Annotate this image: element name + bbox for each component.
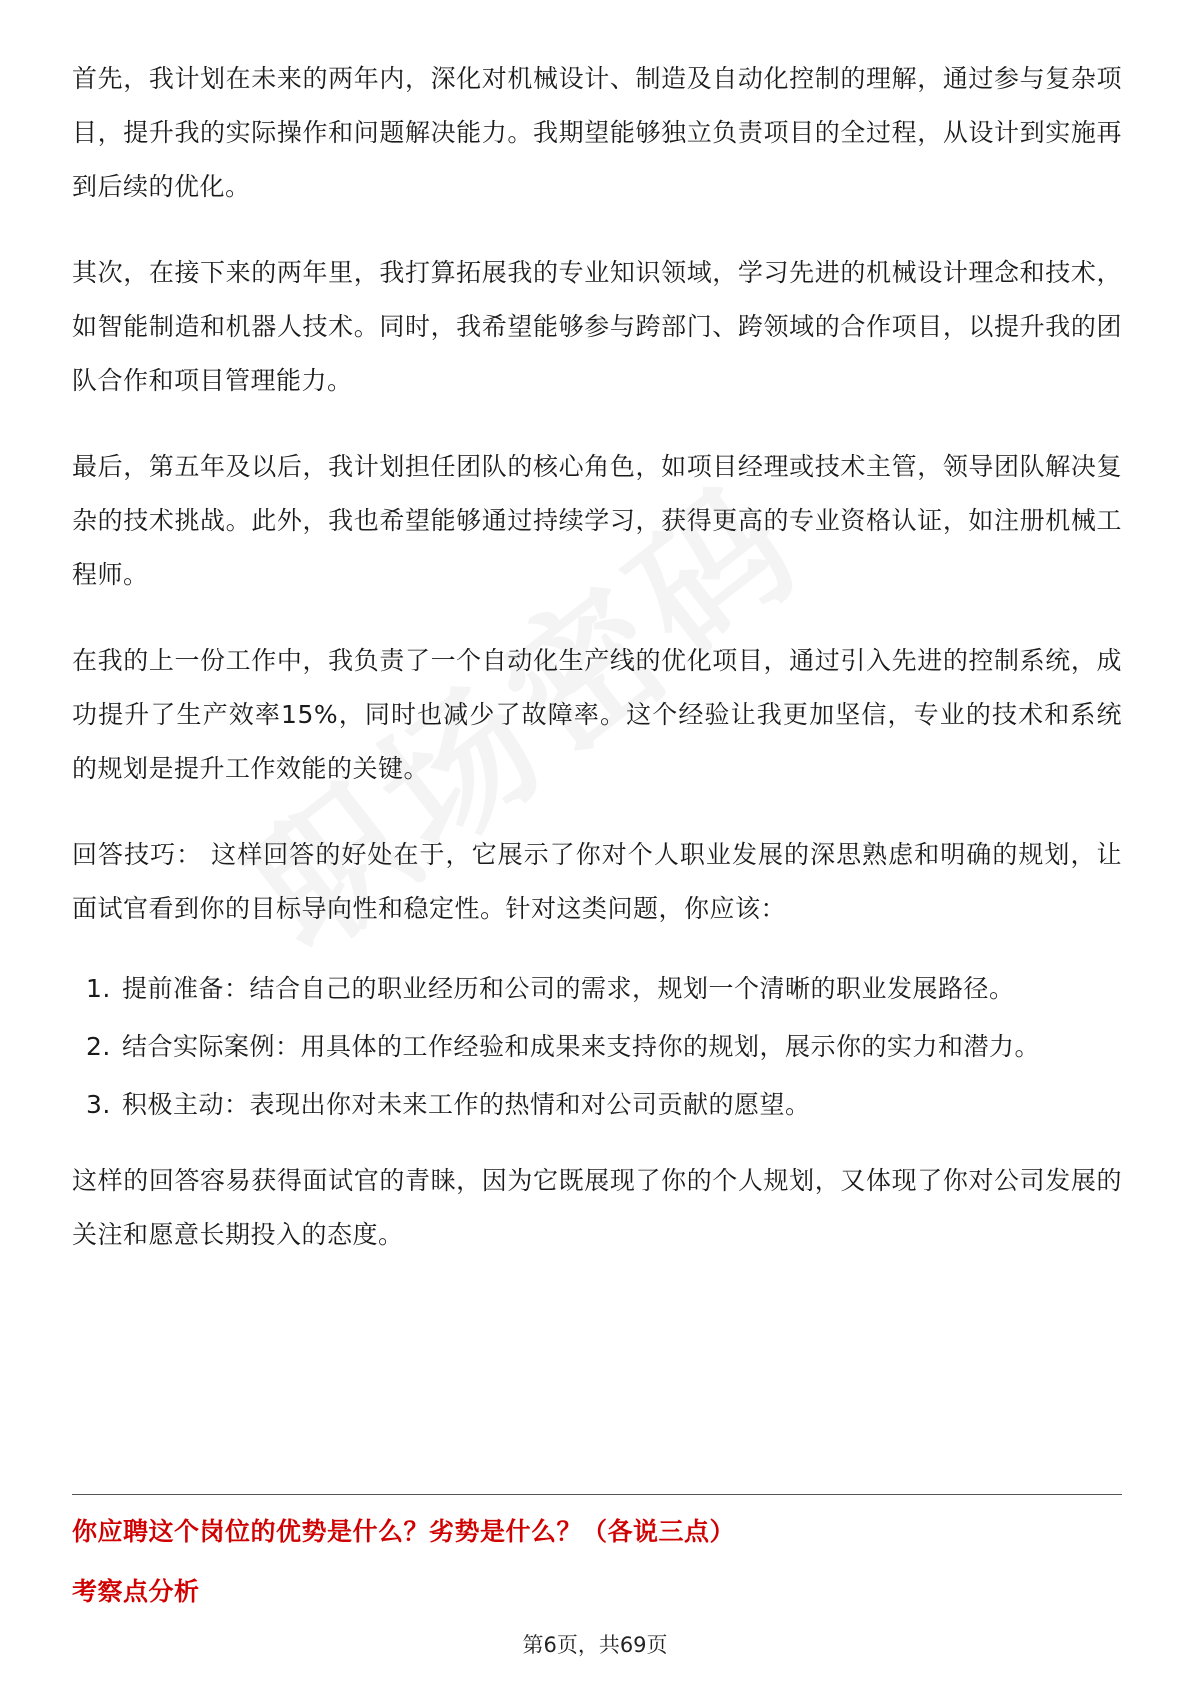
next-question-heading: 你应聘这个岗位的优势是什么？劣势是什么？（各说三点）: [72, 1517, 736, 1546]
paragraph-3: 最后，第五年及以后，我计划担任团队的核心角色，如项目经理或技术主管，领导团队解决复杂的技术挑战。此外，我也希望能够通过持续学习，获得更高的专业资格认证，如注册机械工程师。: [72, 452, 1122, 589]
paragraph-1: 首先，我计划在未来的两年内，深化对机械设计、制造及自动化控制的理解，通过参与复杂项目，提升我的实际操作和问题解决能力。我期望能够独立负责项目的全过程，从设计到实施再到后续的优化。: [72, 64, 1122, 201]
analysis-heading: 考察点分析: [72, 1577, 200, 1606]
list-item: [72, 962, 1122, 1016]
list-item: [72, 1078, 1122, 1132]
list-item: [72, 1020, 1122, 1074]
tips-list: [72, 962, 1122, 1132]
list-item-number: 2.: [86, 1032, 111, 1061]
list-item-text: 提前准备：结合自己的职业经历和公司的需求，规划一个清晰的职业发展路径。: [122, 974, 1015, 1003]
main-content: [72, 52, 1122, 1294]
page-number: 第6页，共69页: [522, 1633, 668, 1657]
list-item-number: 1.: [86, 974, 111, 1003]
answer-tips-paragraph: 回答技巧： 这样回答的好处在于，它展示了你对个人职业发展的深思熟虑和明确的规划，让面试官看到你的目标导向性和稳定性。针对这类问题，你应该：: [72, 840, 1122, 923]
closing-paragraph: 这样的回答容易获得面试官的青睐，因为它既展现了你的个人规划，又体现了你对公司发展的关注和愿意长期投入的态度。: [72, 1166, 1122, 1249]
paragraph-2: 其次，在接下来的两年里，我打算拓展我的专业知识领域，学习先进的机械设计理念和技术，如智能制造和机器人技术。同时，我希望能够参与跨部门、跨领域的合作项目，以提升我的团队合作和项目管理能力。: [72, 258, 1122, 395]
paragraph-4: 在我的上一份工作中，我负责了一个自动化生产线的优化项目，通过引入先进的控制系统，成功提升了生产效率15%，同时也减少了故障率。这个经验让我更加坚信，专业的技术和系统的规划是提升工作效能的关键。: [72, 646, 1122, 783]
list-item-text: 积极主动：表现出你对未来工作的热情和对公司贡献的愿望。: [122, 1090, 811, 1119]
list-item-text: 结合实际案例：用具体的工作经验和成果来支持你的规划，展示你的实力和潜力。: [122, 1032, 1041, 1061]
section-divider: [72, 1494, 1122, 1495]
list-item-number: 3.: [86, 1090, 111, 1119]
